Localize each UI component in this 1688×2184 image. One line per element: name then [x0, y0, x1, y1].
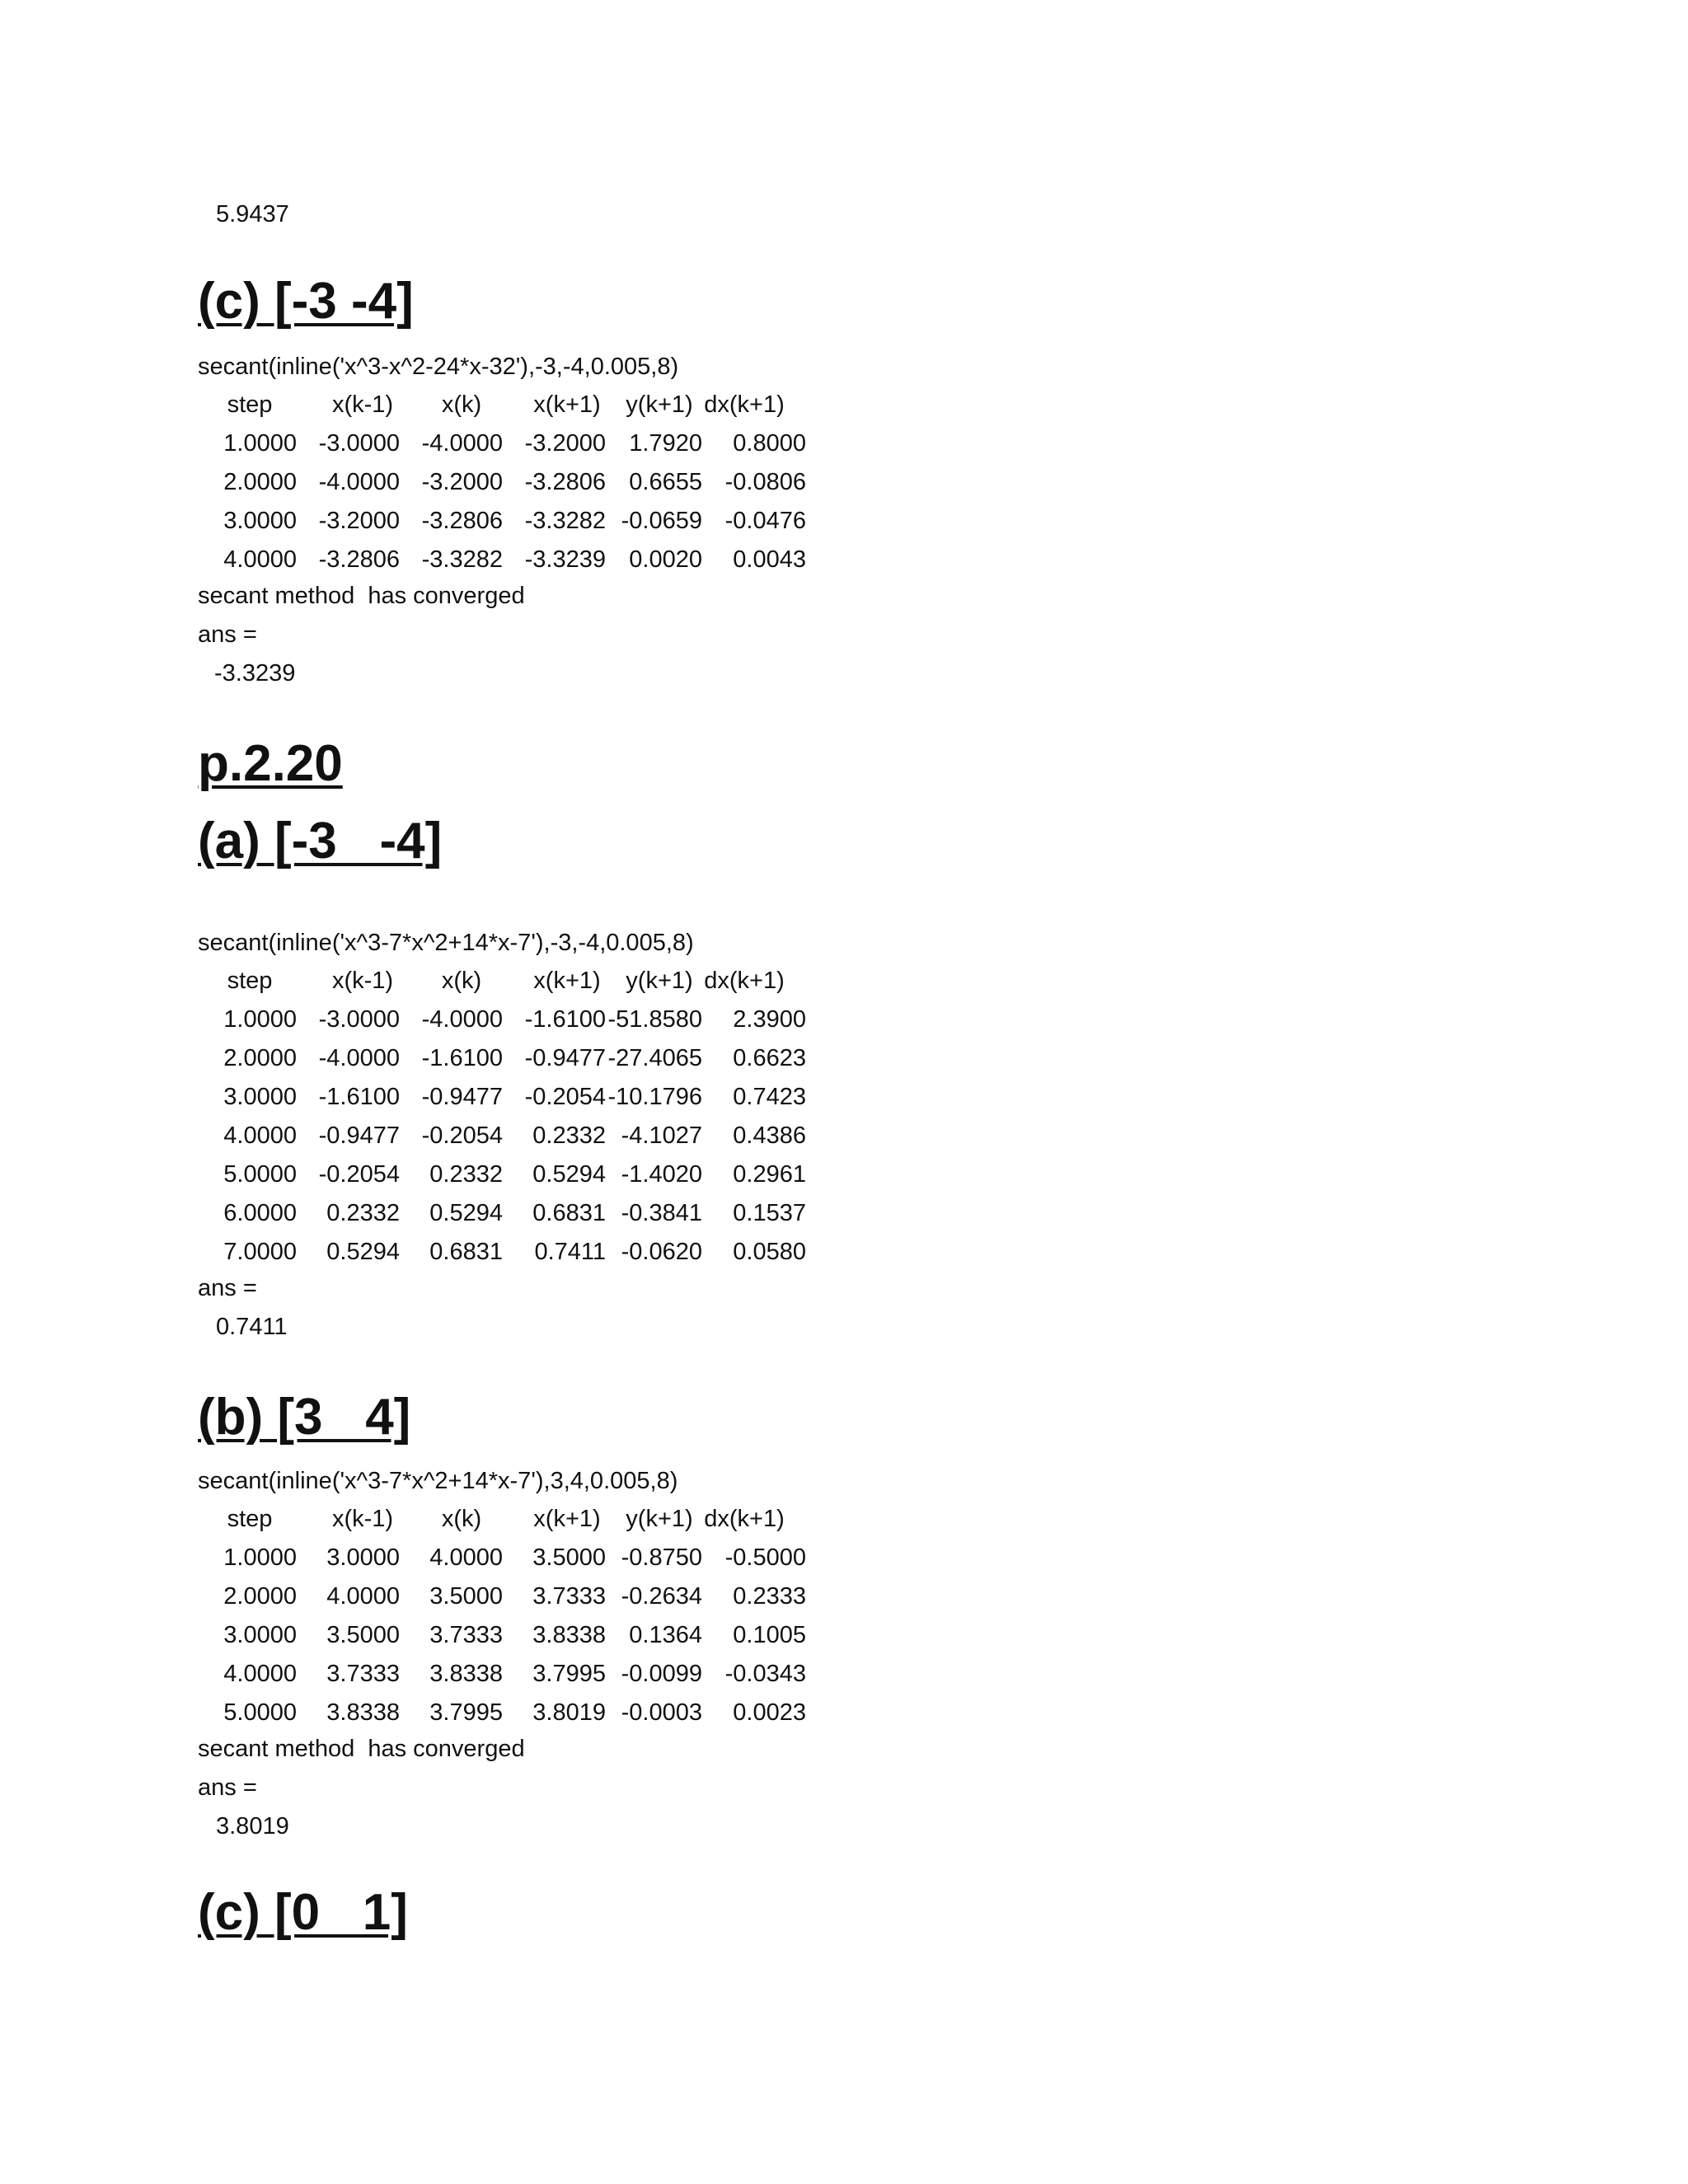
section-a-heading: (a) [-3 -4] — [198, 813, 443, 869]
table-header-cell: dx(k+1) — [704, 1506, 785, 1532]
section-b-converged: secant method has converged — [198, 1736, 525, 1762]
table-cell: -4.0000 — [421, 1006, 503, 1033]
table-cell: -0.2634 — [621, 1583, 702, 1610]
table-cell: 3.0000 — [223, 1622, 297, 1648]
table-header-cell: x(k) — [441, 391, 482, 418]
table-cell: -1.6100 — [524, 1006, 606, 1033]
table-cell: -4.1027 — [621, 1122, 702, 1149]
table-cell: -0.0620 — [621, 1239, 702, 1265]
table-header-cell: x(k-1) — [331, 968, 394, 994]
table-cell: 0.2333 — [733, 1583, 806, 1610]
table-cell: 4.0000 — [223, 546, 297, 573]
table-cell: -0.0099 — [621, 1661, 702, 1687]
section-a-ans-label: ans = — [198, 1275, 257, 1301]
table-cell: -3.2000 — [318, 508, 400, 534]
table-cell: 1.0000 — [223, 1006, 297, 1033]
table-cell: -3.3282 — [421, 546, 503, 573]
table-cell: 3.5000 — [532, 1544, 606, 1571]
table-header-cell: y(k+1) — [626, 391, 693, 418]
table-header-cell: step — [227, 391, 273, 418]
table-cell: 0.5294 — [429, 1200, 503, 1226]
table-cell: 3.7333 — [326, 1661, 400, 1687]
table-cell: -27.4065 — [607, 1045, 702, 1071]
table-cell: -1.4020 — [621, 1161, 702, 1188]
table-cell: 0.6831 — [429, 1239, 503, 1265]
table-cell: -3.2806 — [318, 546, 400, 573]
table-header-cell: step — [227, 968, 273, 994]
table-cell: 2.0000 — [223, 1583, 297, 1610]
table-cell: 0.1005 — [733, 1622, 806, 1648]
table-cell: -4.0000 — [318, 469, 400, 495]
table-cell: -0.0003 — [621, 1699, 702, 1726]
table-cell: -0.0476 — [724, 508, 806, 534]
table-cell: 3.7333 — [429, 1622, 503, 1648]
table-cell: 4.0000 — [326, 1583, 400, 1610]
section-b-heading: (b) [3 4] — [198, 1389, 411, 1446]
table-header-cell: x(k-1) — [331, 1506, 394, 1532]
table-cell: -0.0659 — [621, 508, 702, 534]
table-cell: -51.8580 — [607, 1006, 702, 1033]
table-cell: 2.0000 — [223, 1045, 297, 1071]
section-a-ans-value: 0.7411 — [216, 1314, 288, 1340]
table-cell: -0.9477 — [524, 1045, 606, 1071]
table-cell: -3.2000 — [421, 469, 503, 495]
section-b-ans-label: ans = — [198, 1774, 257, 1801]
table-cell: 0.1364 — [629, 1622, 702, 1648]
table-cell: -3.0000 — [318, 1006, 400, 1033]
table-cell: 0.0043 — [733, 546, 806, 573]
table-cell: 3.8338 — [532, 1622, 606, 1648]
table-cell: -10.1796 — [607, 1084, 702, 1110]
table-cell: -0.9477 — [421, 1084, 503, 1110]
table-cell: 0.0580 — [733, 1239, 806, 1265]
table-cell: -3.0000 — [318, 430, 400, 457]
table-cell: 2.3900 — [733, 1006, 806, 1033]
table-header-cell: x(k) — [441, 1506, 482, 1532]
table-cell: 1.0000 — [223, 1544, 297, 1571]
section-c1-heading: (c) [-3 -4] — [198, 273, 414, 330]
table-cell: 0.5294 — [532, 1161, 606, 1188]
table-cell: -3.2806 — [524, 469, 606, 495]
table-cell: -0.0806 — [724, 469, 806, 495]
table-cell: -3.3282 — [524, 508, 606, 534]
section-b-command: secant(inline('x^3-7*x^2+14*x-7'),3,4,0.005,8) — [198, 1468, 678, 1494]
table-cell: 0.0023 — [733, 1699, 806, 1726]
table-cell: 0.2332 — [429, 1161, 503, 1188]
table-cell: 3.8338 — [326, 1699, 400, 1726]
table-header-cell: step — [227, 1506, 273, 1532]
table-cell: 6.0000 — [223, 1200, 297, 1226]
table-cell: 3.0000 — [326, 1544, 400, 1571]
table-cell: -4.0000 — [318, 1045, 400, 1071]
table-cell: -0.2054 — [524, 1084, 606, 1110]
section-c1-ans-label: ans = — [198, 621, 257, 648]
table-cell: 3.7995 — [429, 1699, 503, 1726]
table-cell: 3.0000 — [223, 508, 297, 534]
table-cell: 0.6655 — [629, 469, 702, 495]
table-header-cell: x(k+1) — [533, 968, 601, 994]
table-cell: -1.6100 — [318, 1084, 400, 1110]
section-a-command: secant(inline('x^3-7*x^2+14*x-7'),-3,-4,0.005,8) — [198, 930, 694, 956]
table-cell: 3.0000 — [223, 1084, 297, 1110]
table-header-cell: y(k+1) — [626, 968, 693, 994]
table-cell: 0.8000 — [733, 430, 806, 457]
table-cell: 3.8019 — [532, 1699, 606, 1726]
table-cell: 5.0000 — [223, 1161, 297, 1188]
table-cell: -0.2054 — [318, 1161, 400, 1188]
table-cell: -0.9477 — [318, 1122, 400, 1149]
table-cell: -0.2054 — [421, 1122, 503, 1149]
table-cell: 0.2332 — [532, 1122, 606, 1149]
table-cell: 0.7423 — [733, 1084, 806, 1110]
table-header-cell: dx(k+1) — [704, 391, 785, 418]
table-header-cell: x(k-1) — [331, 391, 394, 418]
table-header-cell: x(k) — [441, 968, 482, 994]
table-cell: 1.7920 — [629, 430, 702, 457]
table-cell: -0.5000 — [724, 1544, 806, 1571]
table-cell: 0.5294 — [326, 1239, 400, 1265]
section-c1-command: secant(inline('x^3-x^2-24*x-32'),-3,-4,0.005,8) — [198, 354, 679, 380]
table-cell: 3.8338 — [429, 1661, 503, 1687]
section-b-ans-value: 3.8019 — [216, 1813, 289, 1840]
table-cell: 3.7995 — [532, 1661, 606, 1687]
table-cell: 0.4386 — [733, 1122, 806, 1149]
table-cell: -3.2000 — [524, 430, 606, 457]
table-cell: 0.7411 — [534, 1239, 606, 1265]
section-c1-ans-value: -3.3239 — [214, 660, 296, 687]
table-cell: 3.5000 — [326, 1622, 400, 1648]
table-cell: -3.2806 — [421, 508, 503, 534]
table-cell: 1.0000 — [223, 430, 297, 457]
table-cell: 3.5000 — [429, 1583, 503, 1610]
table-cell: -0.3841 — [621, 1200, 702, 1226]
table-header-cell: dx(k+1) — [704, 968, 785, 994]
table-cell: 3.7333 — [532, 1583, 606, 1610]
problem-heading: p.2.20 — [198, 735, 343, 792]
table-cell: 4.0000 — [429, 1544, 503, 1571]
table-cell: 7.0000 — [223, 1239, 297, 1265]
table-cell: 5.0000 — [223, 1699, 297, 1726]
table-cell: 0.2961 — [733, 1161, 806, 1188]
table-cell: -1.6100 — [421, 1045, 503, 1071]
table-cell: 0.0020 — [629, 546, 702, 573]
table-cell: 0.1537 — [733, 1200, 806, 1226]
table-cell: 4.0000 — [223, 1122, 297, 1149]
table-cell: -3.3239 — [524, 546, 606, 573]
table-header-cell: y(k+1) — [626, 1506, 693, 1532]
table-cell: 2.0000 — [223, 469, 297, 495]
top-value: 5.9437 — [216, 201, 289, 227]
table-header-cell: x(k+1) — [533, 391, 601, 418]
section-c2-heading: (c) [0 1] — [198, 1884, 408, 1941]
table-cell: 0.6623 — [733, 1045, 806, 1071]
table-cell: 4.0000 — [223, 1661, 297, 1687]
table-cell: -4.0000 — [421, 430, 503, 457]
section-c1-converged: secant method has converged — [198, 583, 525, 609]
table-cell: -0.8750 — [621, 1544, 702, 1571]
table-cell: 0.6831 — [532, 1200, 606, 1226]
table-header-cell: x(k+1) — [533, 1506, 601, 1532]
table-cell: -0.0343 — [724, 1661, 806, 1687]
table-cell: 0.2332 — [326, 1200, 400, 1226]
